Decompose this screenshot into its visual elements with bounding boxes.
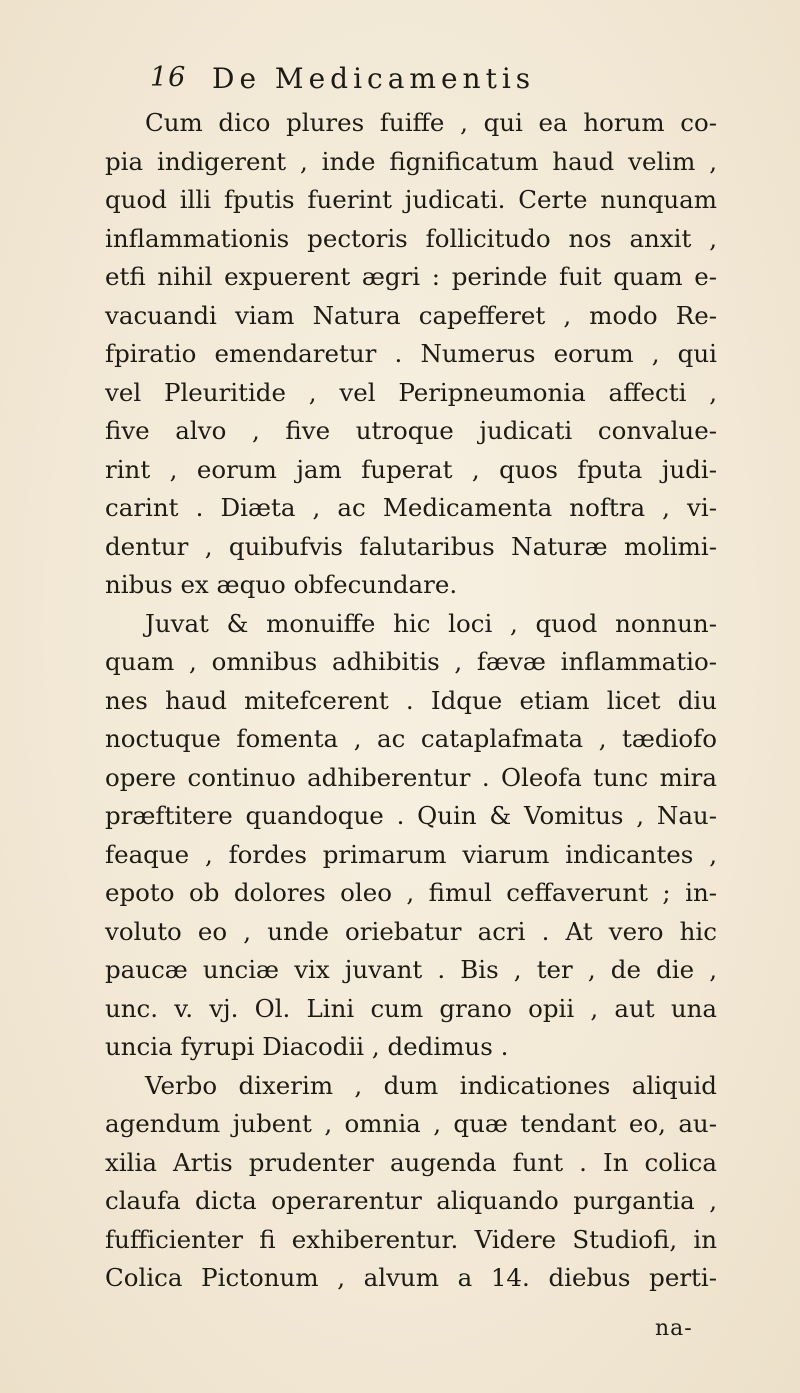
text-line: voluto eo , unde oriebatur acri . At vero hic bbox=[105, 916, 717, 946]
text-line: epoto ob dolores oleo , fimul ceffaverunt ; in- bbox=[105, 878, 717, 907]
page-number: 16 bbox=[150, 62, 187, 93]
text-line: paucæ unciæ vix juvant . Bis , ter , de die , bbox=[105, 955, 717, 984]
text-line: quam , omnibus adhibitis , fævæ inflammatio- bbox=[105, 647, 717, 676]
text-line: fpiratio emendaretur . Numerus eorum , qui bbox=[105, 339, 717, 368]
text-line: carint . Diæta , ac Medicamenta noftra , vi- bbox=[105, 493, 717, 522]
text-line: vacuandi viam Natura capefferet , modo Re- bbox=[105, 300, 717, 330]
text-line: pia indigerent , inde fignificatum haud velim , bbox=[105, 146, 717, 176]
text-line: xilia Artis prudenter augenda funt . In colica bbox=[105, 1147, 717, 1177]
text-line: Verbo dixerim , dum indicationes aliquid bbox=[145, 1070, 717, 1100]
text-line: quod illi fputis fuerint judicati. Certe nunquam bbox=[105, 185, 717, 214]
text-line: noctuque fomenta , ac cataplafmata , tædiofo bbox=[105, 724, 717, 753]
page-header bbox=[150, 62, 670, 102]
body-text bbox=[105, 104, 717, 1298]
text-line: inflammationis pectoris follicitudo nos anxit , bbox=[105, 223, 717, 253]
text-line: five alvo , five utroque judicati convalue- bbox=[105, 416, 717, 445]
text-line: dentur , quibufvis falutaribus Naturæ molimi- bbox=[105, 531, 717, 561]
text-line: etfi nihil expuerent ægri : perinde fuit quam e- bbox=[105, 262, 717, 291]
text-line: Cum dico plures fuiffe , qui ea horum co- bbox=[145, 108, 717, 137]
running-head: De Medicamentis bbox=[212, 62, 536, 95]
text-line: vel Pleuritide , vel Peripneumonia affecti , bbox=[105, 377, 717, 407]
text-line: unc. v. vj. Ol. Lini cum grano opii , aut una bbox=[105, 993, 717, 1023]
text-line: præftitere quandoque . Quin & Vomitus , Nau- bbox=[105, 801, 717, 830]
text-line: nibus ex æquo obfecundare. bbox=[105, 570, 458, 599]
catchword: na- bbox=[655, 1316, 693, 1341]
text-line: uncia fyrupi Diacodii , dedimus . bbox=[105, 1032, 509, 1061]
text-line: Colica Pictonum , alvum a 14. diebus perti- bbox=[105, 1263, 717, 1292]
text-line: claufa dicta operarentur aliquando purgantia , bbox=[105, 1186, 717, 1215]
text-line: rint , eorum jam fuperat , quos fputa judi- bbox=[105, 454, 717, 484]
text-line: feaque , fordes primarum viarum indicantes , bbox=[105, 839, 717, 869]
text-line: opere continuo adhiberentur . Oleofa tunc mira bbox=[105, 762, 717, 792]
text-line: nes haud mitefcerent . Idque etiam licet diu bbox=[105, 685, 717, 715]
text-line: Juvat & monuiffe hic loci , quod nonnun- bbox=[145, 608, 717, 638]
text-line: agendum jubent , omnia , quæ tendant eo, au- bbox=[105, 1109, 717, 1138]
text-line: fufficienter fi exhiberentur. Videre Studiofi, in bbox=[105, 1224, 717, 1254]
